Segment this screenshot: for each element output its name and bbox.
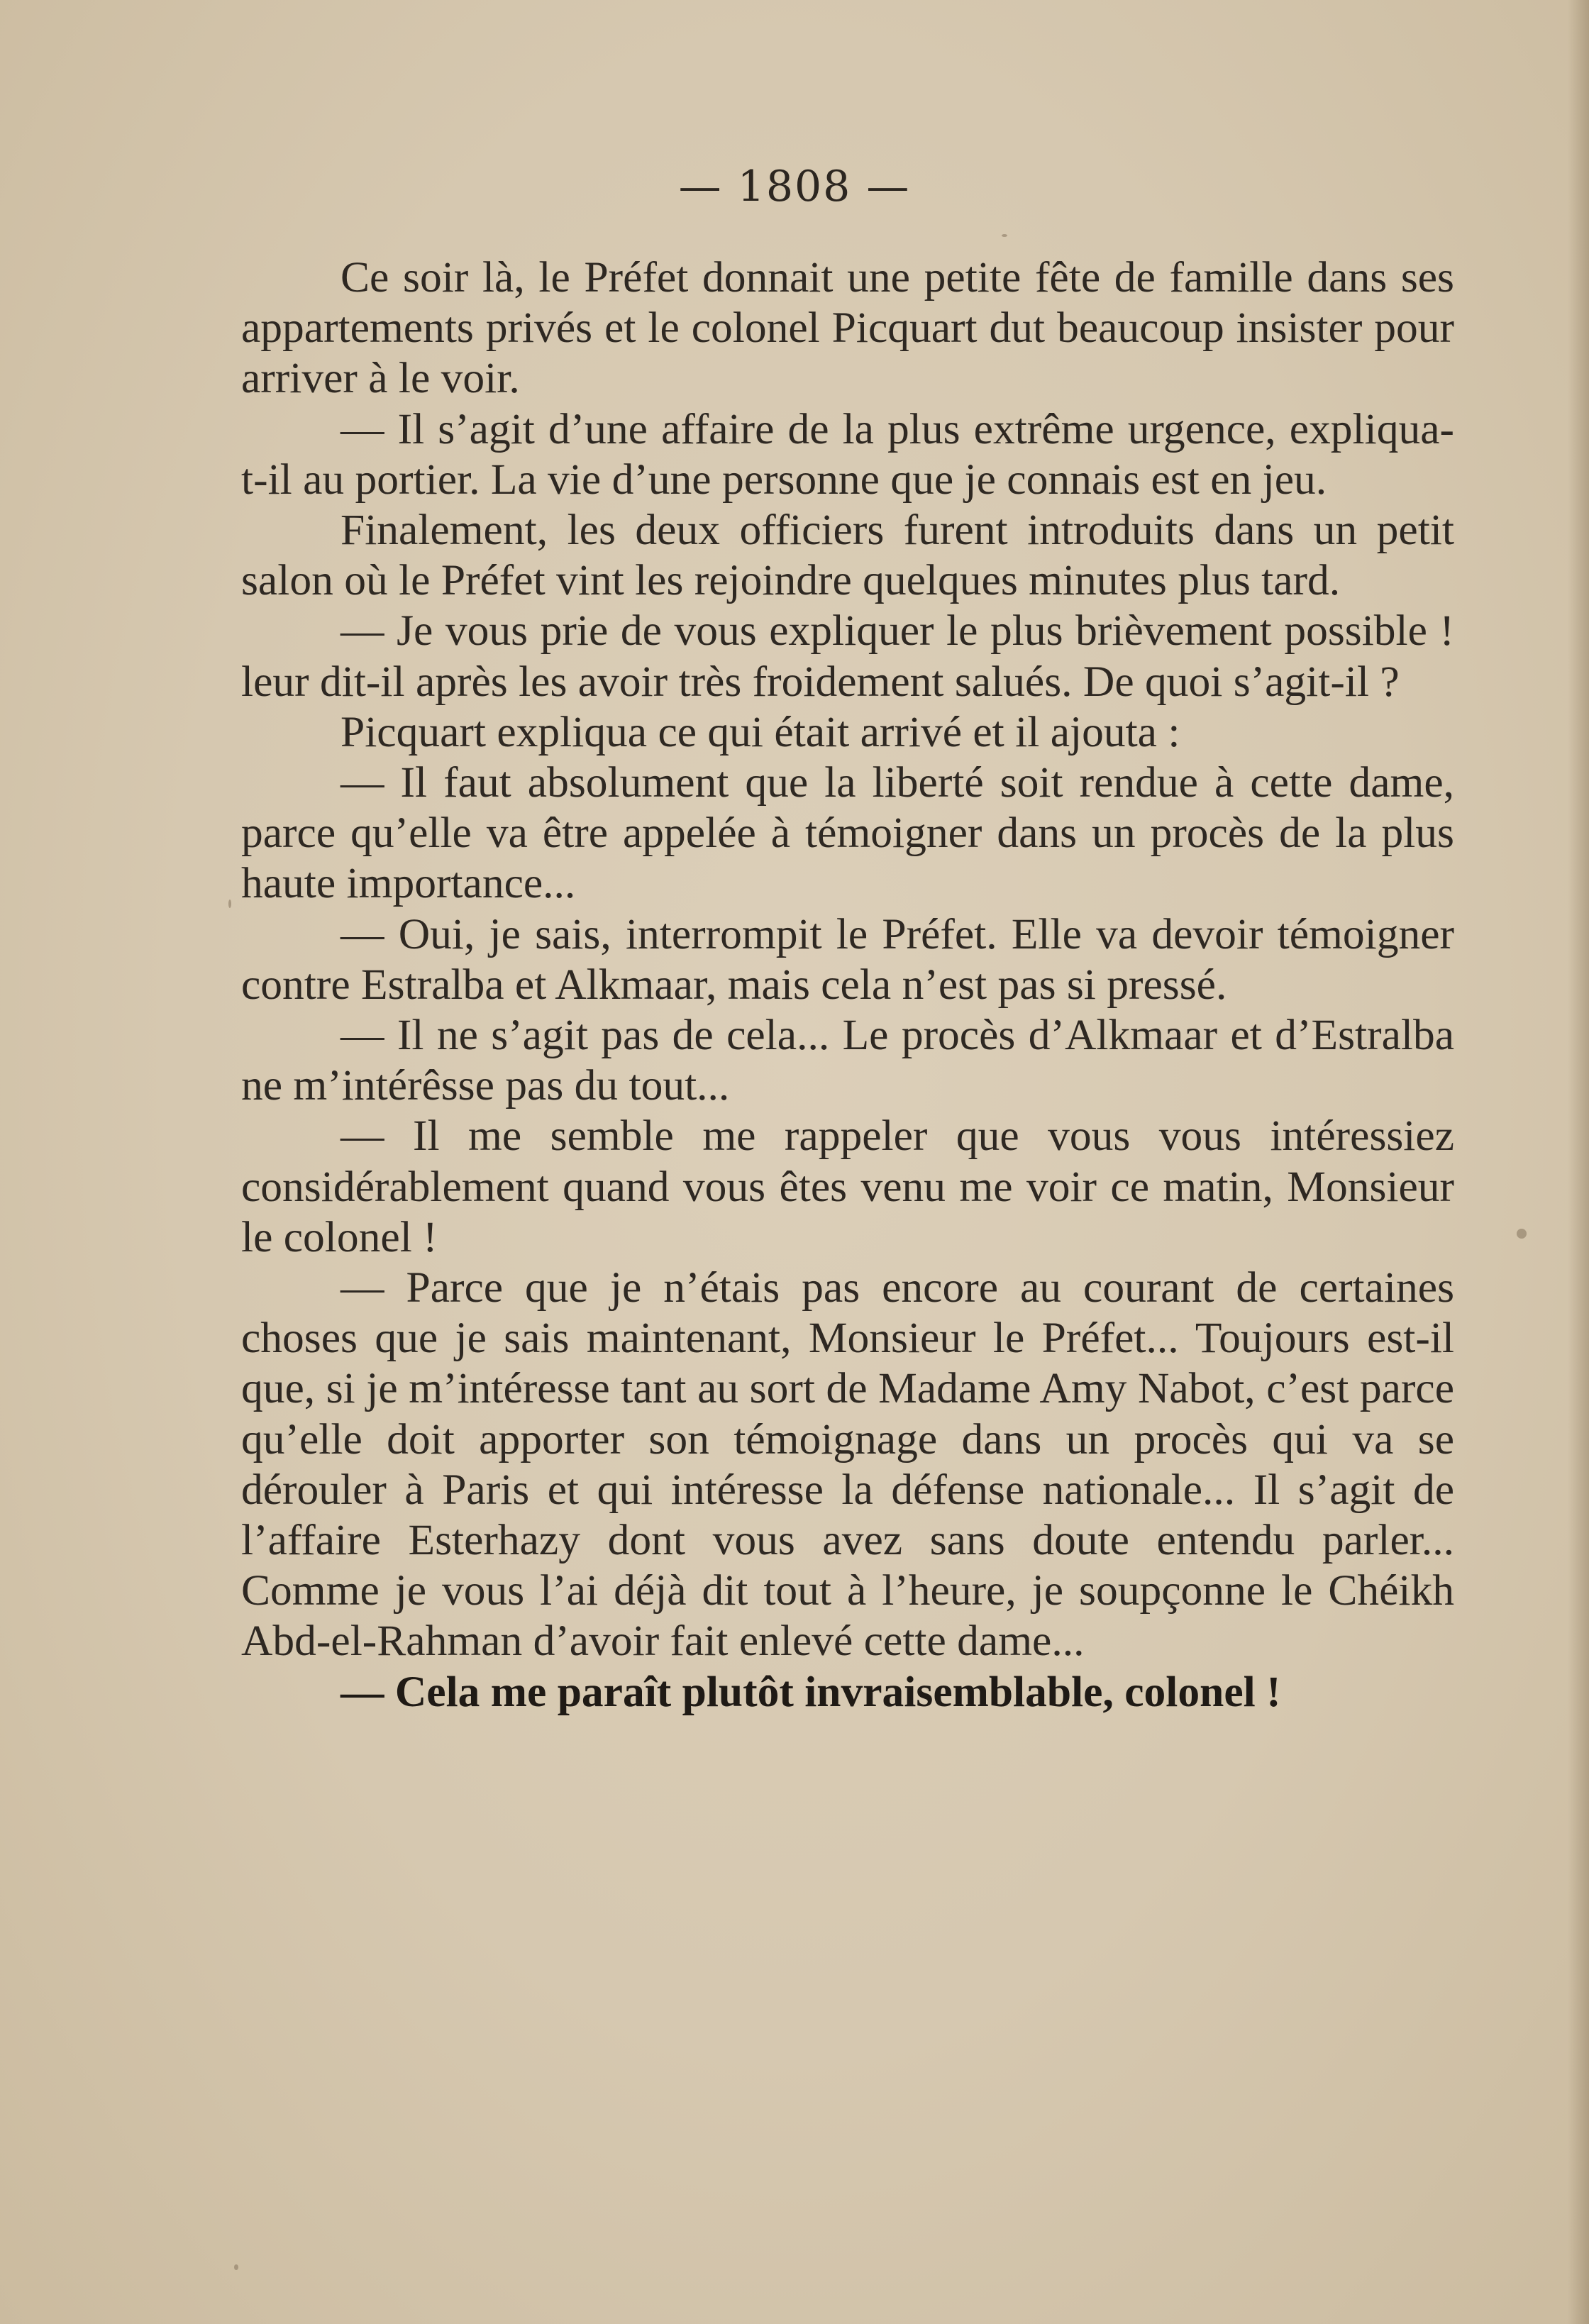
paragraph-7: — Oui, je sais, interrompit le Préfet. Elle va devoir témoigner contre Estralba et Alkmaar, mais cela n’est pas si pressé. xyxy=(241,909,1454,1009)
paragraph-3: Finalement, les deux officiers furent introduits dans un petit salon où le Préfet vint les rejoindre quelques minutes plus tard. xyxy=(241,506,1454,605)
paper-speck xyxy=(234,2264,238,2270)
paper-speck xyxy=(228,900,231,908)
body-text xyxy=(241,253,1454,1717)
paragraph-5: Picquart expliqua ce qui était arrivé et il ajouta : xyxy=(340,707,1180,756)
paper-speck xyxy=(1517,1229,1527,1239)
page-edge-shadow xyxy=(1568,0,1589,2324)
paragraph-1: Ce soir là, le Préfet donnait une petite fête de famille dans ses appartements privés et le colonel Picquart dut beaucoup insister pour arriver à le voir. xyxy=(241,253,1454,403)
page-number: — 1808 — xyxy=(678,162,911,211)
paragraph-9: — Il me semble me rappeler que vous vous intéressiez considérablement quand vous êtes venu me voir ce matin, Monsieur le colonel ! xyxy=(241,1112,1454,1261)
paragraph-6: — Il faut absolument que la liberté soit rendue à cette dame, parce qu’elle va être appelée à témoigner dans un procès de la plus haute importance... xyxy=(241,758,1454,908)
paragraph-10: — Parce que je n’étais pas encore au courant de certaines choses que je sais maintenant, Monsieur le Préfet... Toujours est-il que, si je m’intéresse tant au sort de Madame Amy Nabot, c’est parce qu’elle doit apporter son témoignage dans un procès qui va se dérouler à Paris et qui intéresse la défense nationale... Il s’agit de l’affaire Esterhazy dont vous avez sans doute entendu parler... Comme je vous l’ai déjà dit tout à l’heure, je soupçonne le Chéikh Abd-el-Rahman d’avoir fait enlevé cette dame... xyxy=(241,1263,1454,1666)
paragraph-2: — Il s’agit d’une affaire de la plus extrême urgence, expliqua-t-il au portier. La vie d’une personne que je connais est en jeu. xyxy=(241,404,1454,504)
paragraph-4: — Je vous prie de vous expliquer le plus brièvement possible ! leur dit-il après les avoir très froidement salués. De quoi s’agit-il ? xyxy=(241,607,1454,706)
paragraph-11: — Cela me paraît plutôt invraisemblable, colonel ! xyxy=(340,1667,1281,1716)
paper-speck xyxy=(1002,234,1007,237)
paragraph-8: — Il ne s’agit pas de cela... Le procès d’Alkmaar et d’Estralba ne m’intérêsse pas du tout... xyxy=(241,1011,1454,1110)
